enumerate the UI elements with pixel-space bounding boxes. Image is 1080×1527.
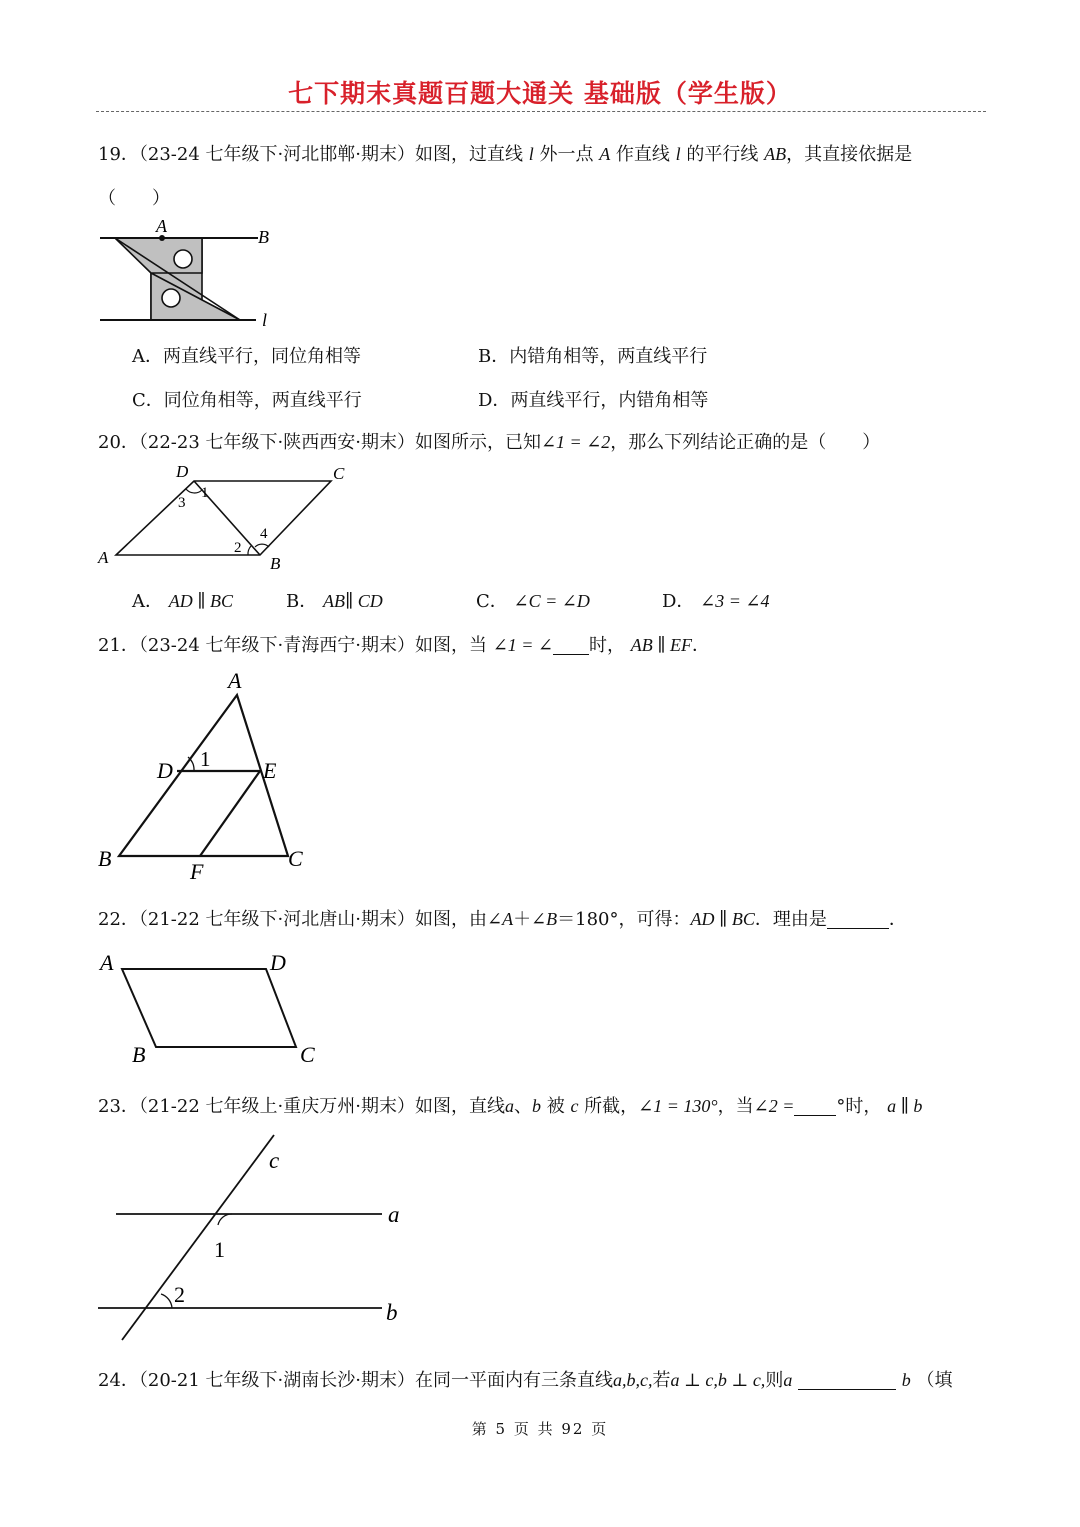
svg-text:2: 2 xyxy=(234,540,242,556)
svg-text:3: 3 xyxy=(178,495,186,511)
svg-text:1: 1 xyxy=(200,747,211,771)
svg-text:A: A xyxy=(98,548,109,567)
question-19-option-c[interactable]: C．同位角相等，两直线平行 xyxy=(132,390,362,411)
quadrilateral-ABCD xyxy=(122,969,296,1047)
question-source: （23-24 七年级下·河北邯郸·期末） xyxy=(138,144,415,165)
question-20-figure xyxy=(90,458,370,578)
question-22-stem: 22．（21-22 七年级下·河北唐山·期末）如图，由∠A＋∠B＝180°，可得：AD ∥ BC．理由是 ． xyxy=(98,909,907,930)
header-divider xyxy=(96,111,986,112)
question-23-figure xyxy=(90,1130,420,1350)
label-l: l xyxy=(262,310,268,330)
svg-text:1: 1 xyxy=(214,1237,225,1262)
answer-blank[interactable] xyxy=(798,1371,896,1390)
answer-blank[interactable] xyxy=(827,910,889,929)
question-19-stem: 19．（23-24 七年级下·河北邯郸·期末）如图，过直线 l 外一点 A 作直线 l 的平行线 AB，其直接依据是 xyxy=(98,144,913,165)
question-23-stem: 23．（21-22 七年级上·重庆万州·期末）如图，直线a、b 被 c 所截，∠1 = 130°，当∠2 = °时， a ∥ b xyxy=(98,1096,923,1117)
svg-text:F: F xyxy=(190,859,204,884)
svg-text:4: 4 xyxy=(260,526,268,542)
svg-text:a: a xyxy=(388,1202,400,1227)
question-19-option-b[interactable]: B．内错角相等，两直线平行 xyxy=(478,346,708,367)
svg-text:A: A xyxy=(100,950,114,975)
parallelogram-ABCD xyxy=(116,481,331,555)
svg-text:B: B xyxy=(270,554,281,573)
svg-text:E: E xyxy=(263,758,277,783)
question-21-stem: 21．（23-24 七年级下·青海西宁·期末）如图，当 ∠1 = ∠ 时， AB ∥ EF． xyxy=(98,635,711,656)
svg-text:C: C xyxy=(333,464,345,483)
svg-text:D: D xyxy=(270,950,286,975)
svg-text:A: A xyxy=(228,668,242,693)
question-21-figure xyxy=(90,665,330,890)
svg-text:B: B xyxy=(98,846,112,871)
line-c xyxy=(122,1135,274,1340)
segment-EF xyxy=(200,771,260,856)
question-20-option-c[interactable]: C． ∠C = ∠D xyxy=(476,591,590,612)
label-B: B xyxy=(258,227,269,247)
svg-text:D: D xyxy=(176,462,189,481)
question-24-stem: 24．（20-21 七年级下·湖南长沙·期末）在同一平面内有三条直线a,b,c,若a ⊥ c,b ⊥ c,则a b （填 xyxy=(98,1370,953,1391)
question-22-figure xyxy=(90,945,330,1070)
page-header-title: 七下期末真题百题大通关 基础版（学生版） xyxy=(288,79,792,108)
question-20-option-b[interactable]: B． AB∥ CD xyxy=(286,591,383,612)
svg-text:2: 2 xyxy=(174,1282,185,1307)
label-A: A xyxy=(156,216,167,236)
answer-blank[interactable] xyxy=(553,636,589,655)
question-20-option-a[interactable]: A． AD ∥ BC xyxy=(132,591,234,612)
question-20-option-d[interactable]: D． ∠3 = ∠4 xyxy=(662,591,770,612)
svg-text:b: b xyxy=(386,1300,398,1325)
set-square-hole xyxy=(162,289,180,307)
set-square-hole xyxy=(174,250,192,268)
svg-text:C: C xyxy=(288,846,303,871)
svg-text:c: c xyxy=(269,1148,280,1173)
question-number: 19． xyxy=(98,144,139,165)
question-19-option-a[interactable]: A．两直线平行，同位角相等 xyxy=(132,346,361,367)
svg-text:1: 1 xyxy=(201,485,209,501)
question-20-stem: 20．（22-23 七年级下·陕西西安·期末）如图所示，已知∠1 = ∠2，那么下列结论正确的是（ ） xyxy=(98,432,881,453)
question-19-answer-paren: （ ） xyxy=(98,188,170,209)
svg-text:C: C xyxy=(300,1042,315,1067)
page-footer: 第 5 页 共 92 页 xyxy=(471,1420,609,1438)
svg-text:B: B xyxy=(132,1042,146,1067)
question-19-figure xyxy=(90,214,290,334)
answer-blank[interactable] xyxy=(794,1097,836,1116)
svg-text:D: D xyxy=(157,758,173,783)
question-19-option-d[interactable]: D．两直线平行，内错角相等 xyxy=(478,390,709,411)
